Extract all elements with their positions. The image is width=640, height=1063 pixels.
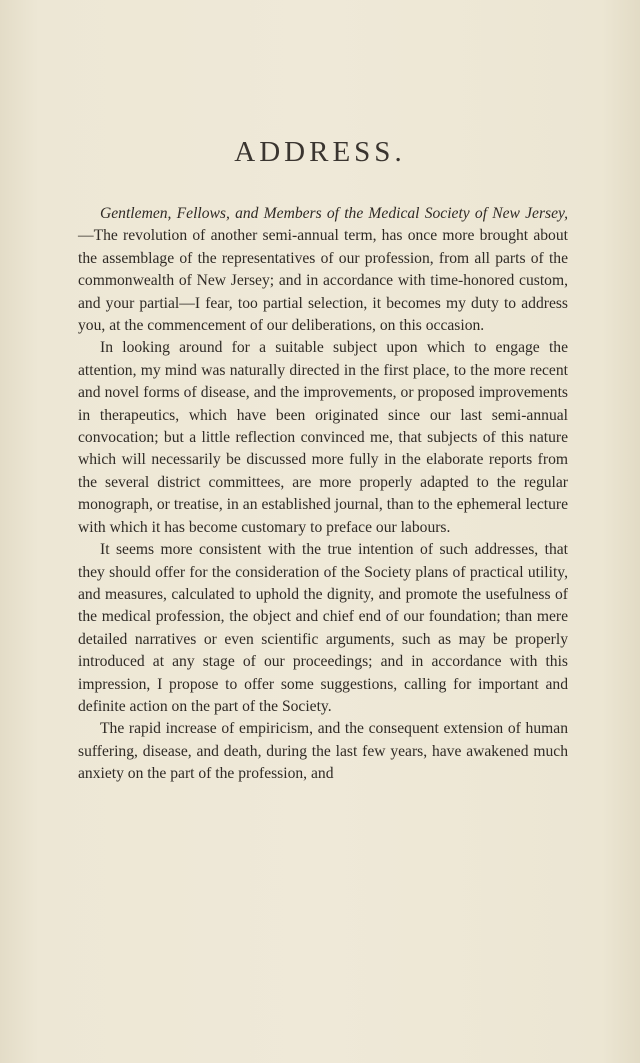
paragraph-1 bbox=[78, 203, 568, 337]
paragraph-4: The rapid increase of empiricism, and the consequent extension of human suffering, disease, and death, during the last few years, have awakened much anxiety on the part of the profession, and bbox=[78, 720, 568, 783]
page-heading: ADDRESS. bbox=[234, 136, 406, 168]
paragraph-2: In looking around for a suitable subject upon which to engage the attention, my mind was naturally directed in the first place, to the more recent and novel forms of disease, and the improvements, or proposed improvements in therapeutics, which have been originated since our last semi-annual convocation; but a little reflection convinced me, that subjects of this nature which will necessarily be discussed more fully in the elaborate reports from the several district committees, are more properly adapted to the regular monograph, or treatise, in an established journal, than to the ephemeral lecture with which it has become customary to preface our labours. bbox=[78, 339, 568, 536]
address-body bbox=[78, 203, 568, 786]
salutation: Gentlemen, Fellows, and Members of the Medical Society of New Jersey, bbox=[100, 205, 568, 222]
paragraph-3: It seems more consistent with the true intention of such addresses, that they should offer for the consideration of the Society plans of practical utility, and measures, calculated to uphold the dignity, and promote the usefulness of the medical profession, the object and chief end of our foundation; than mere detailed narratives or even scientific arguments, such as may be properly introduced at any stage of our proceedings; and in accordance with this impression, I propose to offer some suggestions, calling for important and definite action on the part of the Society. bbox=[78, 541, 568, 715]
paragraph-1-text: —The revolution of another semi-annual term, has once more brought about the assemblage of the representatives of our profession, from all parts of the commonwealth of New Jersey; and in accordance with time-honored custom, and your partial—I fear, too partial selection, it becomes my duty to address you, at the commencement of our deliberations, on this occasion. bbox=[78, 227, 568, 335]
